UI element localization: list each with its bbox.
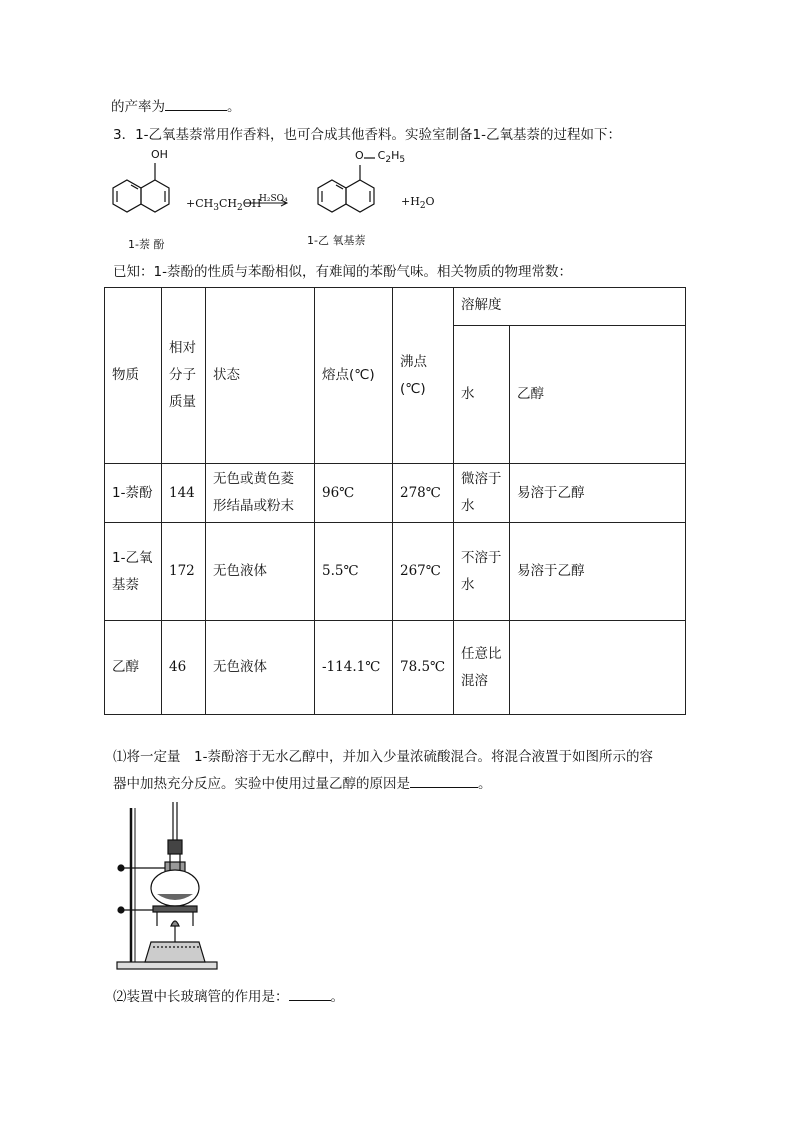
water-formula: $+H_2O$	[401, 195, 435, 212]
ethoxynaphthalene-structure	[318, 158, 375, 212]
product-label: 1-乙 氧基萘	[307, 234, 366, 247]
hydroxyl-group: OH	[151, 148, 168, 161]
question-3-intro: 3．1-乙氧基萘常用作香料，也可合成其他香料。实验室制备1-乙氧基萘的过程如下：	[113, 127, 622, 143]
answer-blank[interactable]	[165, 96, 227, 111]
physical-constants-table	[104, 287, 686, 715]
header-water: 水	[454, 326, 510, 464]
header-molecular-mass: 相对分子质量	[162, 288, 206, 464]
table-row: 乙醇 46 无色液体 -114.1℃ 78.5℃ 任意比混溶	[105, 621, 686, 715]
answer-blank[interactable]	[410, 773, 478, 788]
reactant-label: 1-萘 酚	[128, 238, 165, 251]
header-melting-point: 熔点(℃)	[315, 288, 393, 464]
table-row: 1-乙氧基萘 172 无色液体 5.5℃ 267℃ 不溶于水 易溶于乙醇	[105, 523, 686, 621]
catalyst-label: H₂SO₄	[259, 194, 288, 204]
naphthol-structure	[113, 163, 169, 212]
subquestion-1-line-1: ⑴将一定量 1-萘酚溶于无水乙醇中，并加入少量浓硫酸混合。将混合液置于如图所示的容	[113, 749, 653, 765]
ethanol-formula: $+CH_3CH_2OH$	[186, 197, 262, 214]
header-substance: 物质	[105, 288, 162, 464]
subquestion-1-line-2: 器中加热充分反应。实验中使用过量乙醇的原因是 。	[113, 772, 492, 792]
known-statement: 已知：1-萘酚的性质与苯酚相似，有难闻的苯酚气味。相关物质的物理常数：	[113, 264, 572, 280]
table-row: 1-萘酚 144 无色或黄色菱形结晶或粉末 96℃ 278℃ 微溶于水 易溶于乙醇	[105, 464, 686, 523]
previous-question-tail: 的产率为 。	[111, 95, 241, 115]
reflux-apparatus-drawing	[113, 802, 223, 974]
header-solubility: 溶解度	[454, 288, 686, 326]
subquestion-2: ⑵装置中长玻璃管的作用是： 。	[113, 985, 344, 1005]
header-state: 状态	[206, 288, 315, 464]
header-boiling-point: 沸点(℃)	[393, 288, 454, 464]
answer-blank[interactable]	[289, 986, 331, 1001]
ethoxy-group: O $C_2H_5$	[355, 149, 406, 166]
header-ethanol: 乙醇	[510, 326, 686, 464]
